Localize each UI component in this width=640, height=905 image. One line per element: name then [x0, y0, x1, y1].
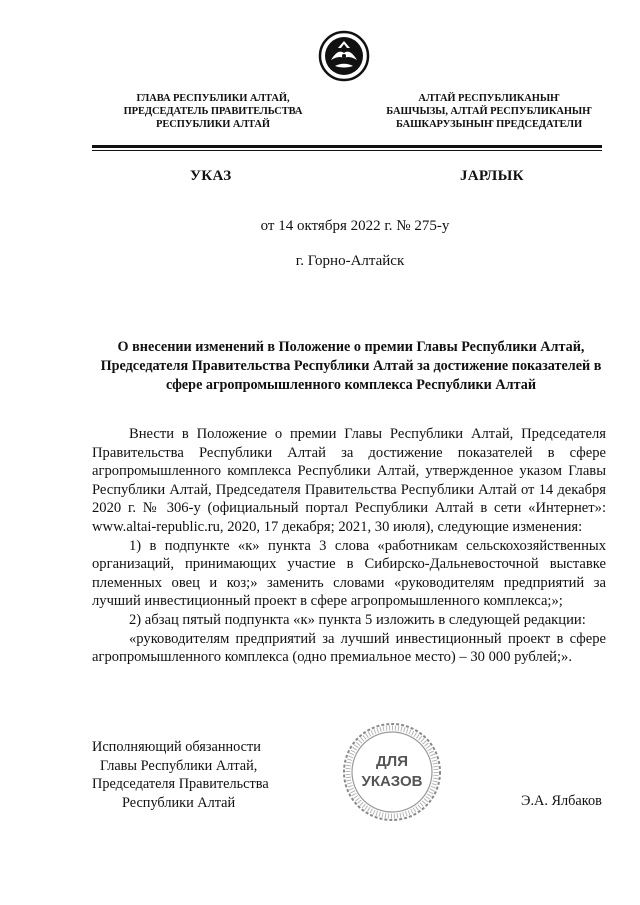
document-body — [92, 425, 606, 667]
body-paragraph-3: 2) абзац пятый подпункта «к» пункта 5 изложить в следующей редакции: — [129, 611, 586, 628]
header-left-line1: ГЛАВА РЕСПУБЛИКИ АЛТАЙ, — [136, 93, 290, 104]
stamp-line1: ДЛЯ — [376, 753, 408, 770]
stamp — [340, 720, 444, 824]
stamp-line2: УКАЗОВ — [361, 773, 423, 790]
signature-line4: Республики Алтай — [122, 794, 236, 811]
signature-line3: Председателя Правительства — [92, 776, 269, 793]
body-paragraph-4: «руководителям предприятий за лучший инвестиционный проект в сфере агропромышленного комплекса (одно премиальное место) – 30 000 рублей;». — [92, 630, 606, 666]
header-right-block — [364, 92, 614, 131]
date-line: от 14 октября 2022 г. № 275-у — [260, 218, 450, 234]
signature-block — [92, 738, 269, 812]
body-paragraph-1: Внести в Положение о премии Главы Республики Алтай, Председателя Правительства Республики Алтай за достижение показателей в сфере агропромышленного комплекса Республики Алтай, утвержденное указом Главы Республики Алтай, Председателя Правительства Республики Алтай от 14 декабря 2020 г. № 306-у (официальный портал Республики Алтай в сети «Интернет»: www.altai-republic.ru, 2020, 17 декабря; 2021, 30 июля), следующие изменения: — [92, 426, 606, 535]
body-paragraph-2: 1) в подпункте «к» пункта 3 слова «работникам сельскохозяйственных организаций, принимающих участие в Сибирско-Дальневосточной выставке племенных овец и коз;» заменить словами «руководителям предприятий за лучший инвестиционный проект в сфере агропромышленного комплекса;»; — [92, 537, 606, 610]
signature-line1: Исполняющий обязанности — [92, 739, 261, 755]
header-left-line2: ПРЕДСЕДАТЕЛЬ ПРАВИТЕЛЬСТВА — [123, 106, 303, 117]
header-right-line1: АЛТАЙ РЕСПУБЛИКАНЫҤ — [418, 93, 560, 104]
doc-kind-ru: УКАЗ — [190, 168, 232, 184]
doc-kind-alt: JАРЛЫК — [460, 168, 524, 184]
header-left-block — [96, 92, 330, 131]
header-right-line3: БАШКАРУЗЫНЫҤ ПРЕДСЕДАТЕЛИ — [395, 119, 583, 130]
header-divider-thick — [92, 145, 602, 148]
signer-name: Э.А. Ялбаков — [521, 793, 602, 809]
header-divider-thin — [92, 150, 602, 151]
signature-line2: Главы Республики Алтай, — [100, 757, 258, 774]
document-title: О внесении изменений в Положение о премии Главы Республики Алтай, Председателя Правительства Республики Алтай за достижение показателей в сфере агропромышленного комплекса Республики Алтай — [100, 339, 602, 393]
city-line: г. Горно-Алтайск — [295, 253, 405, 269]
coat-of-arms-emblem — [318, 30, 370, 82]
header-right-line2: БАШЧЫЗЫ, АЛТАЙ РЕСПУБЛИКАНЫҤ — [386, 106, 592, 117]
header-left-line3: РЕСПУБЛИКИ АЛТАЙ — [156, 119, 270, 130]
